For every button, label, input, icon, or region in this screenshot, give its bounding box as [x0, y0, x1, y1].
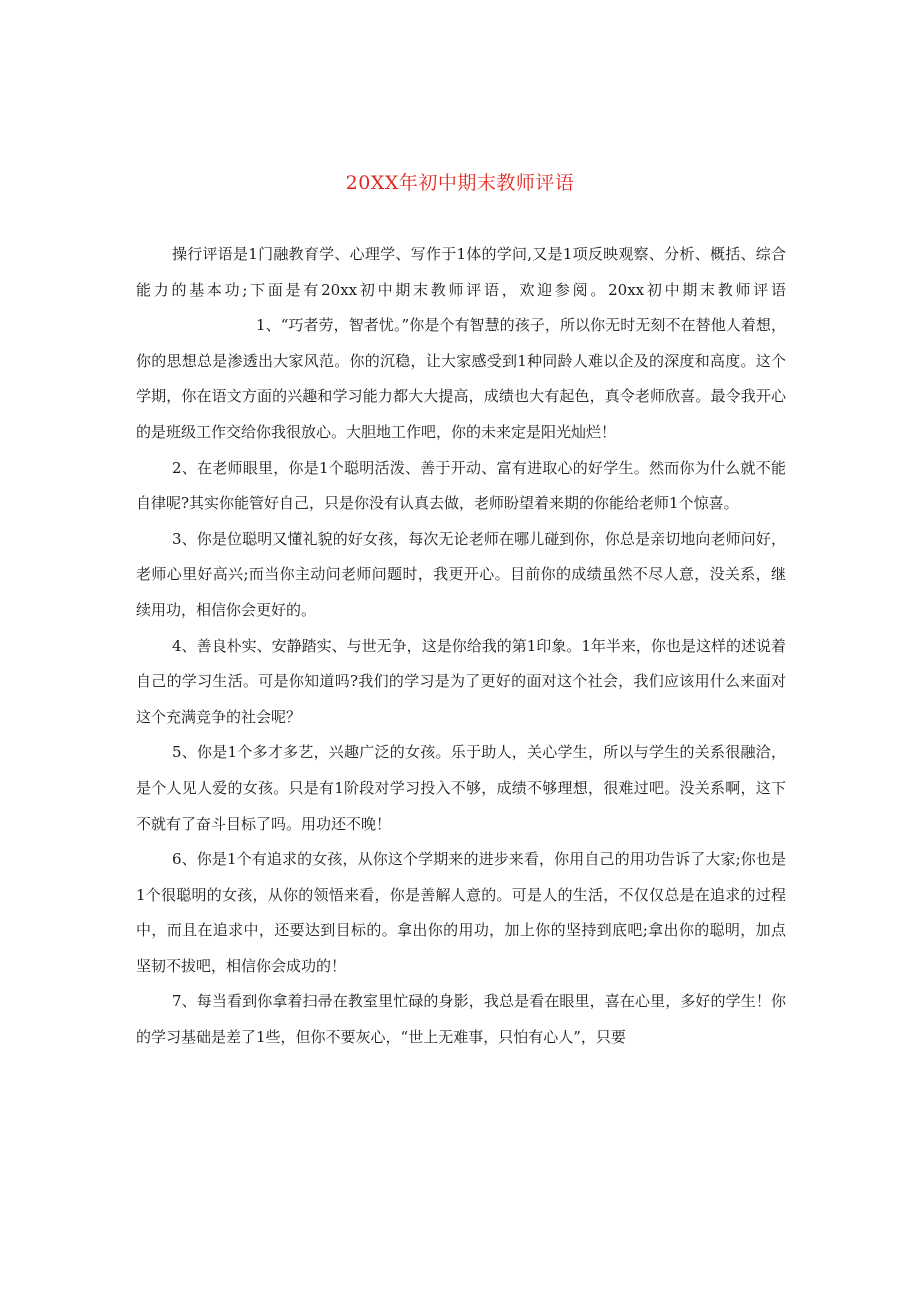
comment-3-paragraph: 3、你是位聪明又懂礼貌的好女孩，每次无论老师在哪儿碰到你，你总是亲切地向老师问好，老师心里好高兴;而当你主动问老师问题时，我更开心。目前你的成绩虽然不尽人意，没关系，继续用功，相信你会更好的。	[136, 529, 786, 619]
document-title: 20XX年初中期末教师评语	[345, 172, 575, 194]
comment-7-paragraph: 7、每当看到你拿着扫帚在教室里忙碌的身影，我总是看在眼里，喜在心里，多好的学生！你的学习基础是差了1些，但你不要灰心，“世上无难事，只怕有心人”，只要	[136, 992, 786, 1047]
document-body	[136, 237, 786, 1056]
intro-paragraph	[136, 237, 786, 451]
comment-1-text: 1、“巧者劳，智者忧。”你是个有智慧的孩子，所以你无时无刻不在替他人着想，你的思想总是渗透出大家风范。你的沉稳，让大家感受到1种同龄人难以企及的深度和高度。这个学期，你在语文方面的兴趣和学习能力都大大提高，成绩也大有起色，真令老师欣喜。最令我开心的是班级工作交给你我很放心。大胆地工作吧，你的未来定是阳光灿烂！	[136, 316, 786, 441]
comment-2-paragraph: 2、在老师眼里，你是1个聪明活泼、善于开动、富有进取心的好学生。然而你为什么就不能自律呢?其实你能管好自己，只是你没有认真去做，老师盼望着来期的你能给老师1个惊喜。	[136, 458, 786, 513]
comment-4-paragraph: 4、善良朴实、安静踏实、与世无争，这是你给我的第1印象。1年半来，你也是这样的述说着自己的学习生活。可是你知道吗?我们的学习是为了更好的面对这个社会，我们应该用什么来面对这个充满竞争的社会呢？	[136, 636, 786, 726]
intro-text: 操行评语是1门融教育学、心理学、写作于1体的学问,又是1项反映观察、分析、概括、综合能力的基本功;下面是有20xx初中期末教师评语，欢迎参阅。20xx初中期末教师评语	[136, 245, 786, 299]
comment-6-paragraph: 6、你是1个有追求的女孩，从你这个学期来的进步来看，你用自己的用功告诉了大家;你也是1个很聪明的女孩，从你的领悟来看，你是善解人意的。可是人的生活，不仅仅总是在追求的过程中，而且在追求中，还要达到目标的。拿出你的用功，加上你的坚持到底吧;拿出你的聪明，加点坚韧不拔吧，相信你会成功的！	[136, 850, 786, 975]
comment-5-paragraph: 5、你是1个多才多艺，兴趣广泛的女孩。乐于助人，关心学生，所以与学生的关系很融洽，是个人见人爱的女孩。只是有1阶段对学习投入不够，成绩不够理想，很难过吧。没关系啊，这下不就有了奋斗目标了吗。用功还不晚！	[136, 743, 786, 833]
